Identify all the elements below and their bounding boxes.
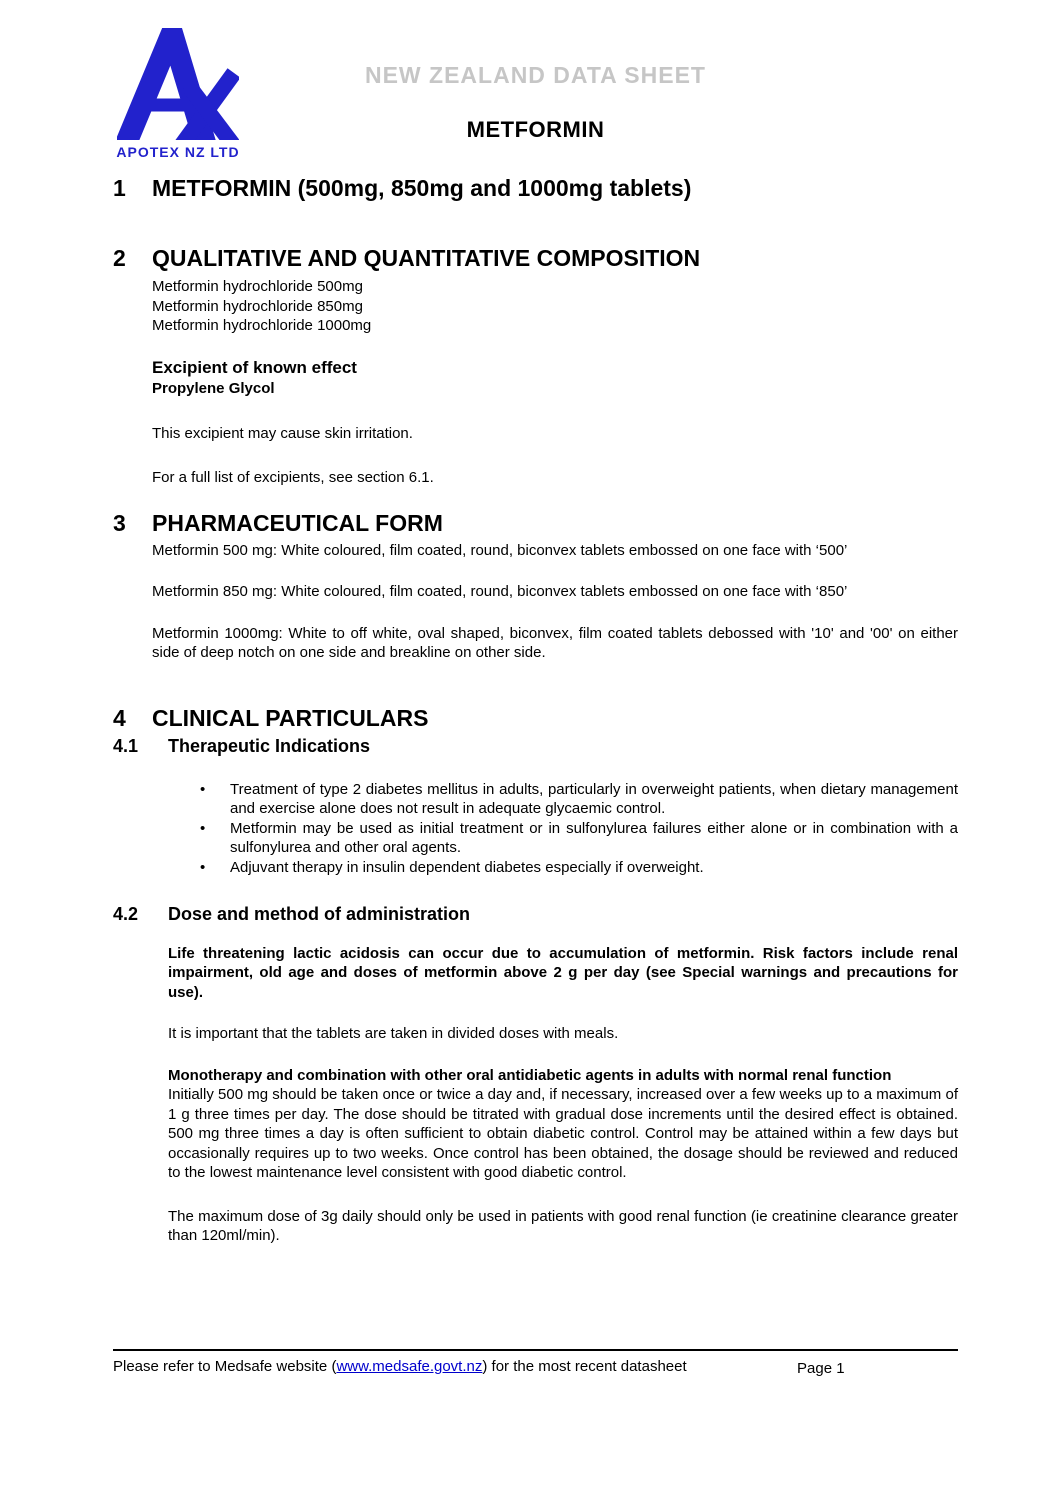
section-4-2-title: Dose and method of administration <box>168 904 471 925</box>
composition-list <box>152 277 958 336</box>
excipient-note: This excipient may cause skin irritation. <box>152 425 413 443</box>
section-1-title: METFORMIN (500mg, 850mg and 1000mg tablets) <box>152 175 692 201</box>
section-4-1-heading <box>113 735 958 758</box>
bullet-icon: • <box>200 780 206 798</box>
composition-line: Metformin hydrochloride 500mg <box>152 278 363 296</box>
section-4-heading <box>113 705 958 733</box>
pharmaceutical-form-paragraph: Metformin 1000mg: White to off white, oval shaped, biconvex, film coated tablets debossed with '10' and '00' on either side of deep notch on one side and breakline on other side. <box>152 624 958 662</box>
pharmaceutical-form-paragraph: Metformin 850 mg: White coloured, film coated, round, biconvex tablets embossed on one face with ‘850’ <box>152 583 848 601</box>
section-3-title: PHARMACEUTICAL FORM <box>152 510 443 537</box>
meals-note: It is important that the tablets are taken in divided doses with meals. <box>168 1025 619 1043</box>
lactic-acidosis-warning: Life threatening lactic acidosis can occur due to accumulation of metformin. Risk factors include renal impairment, old age and doses of metformin above 2 g per day (see Special warnings and precautions for use). <box>168 944 958 1001</box>
excipient-reference: For a full list of excipients, see section 6.1. <box>152 468 434 486</box>
bullet-text: Adjuvant therapy in insulin dependent diabetes especially if overweight. <box>230 858 704 876</box>
list-item <box>200 819 958 858</box>
apotex-company-name: APOTEX NZ LTD <box>116 144 240 160</box>
excipient-name: Propylene Glycol <box>152 379 275 397</box>
section-4-2-heading <box>113 903 958 926</box>
page-number: Page 1 <box>797 1360 845 1377</box>
excipient-heading: Excipient of known effect <box>152 357 357 377</box>
section-4-1-number: 4.1 <box>113 736 139 757</box>
monotherapy-block <box>168 1066 958 1183</box>
sheet-title: NEW ZEALAND DATA SHEET <box>364 62 706 88</box>
section-4-title: CLINICAL PARTICULARS <box>152 704 429 731</box>
max-dose-note: The maximum dose of 3g daily should only be used in patients with good renal function (ie creatinine clearance greater than 120ml/min). <box>168 1207 958 1245</box>
section-1-heading <box>113 175 958 203</box>
footer-text-before-link: Please refer to Medsafe website ( <box>113 1358 337 1375</box>
monotherapy-heading: Monotherapy and combination with other oral antidiabetic agents in adults with normal renal function <box>168 1066 892 1084</box>
section-3-heading <box>113 510 958 538</box>
section-4-2-number: 4.2 <box>113 904 139 925</box>
section-4-1-title: Therapeutic Indications <box>168 736 371 757</box>
medsafe-website-link[interactable]: www.medsafe.govt.nz <box>336 1358 483 1375</box>
therapeutic-indications-list <box>113 780 958 878</box>
section-2-number: 2 <box>113 244 126 271</box>
section-1-number: 1 <box>113 175 126 201</box>
bullet-text: Treatment of type 2 diabetes mellitus in adults, particularly in overweight patients, when dietary management and exercise alone does not result in adequate glycaemic control. <box>230 780 958 818</box>
list-item <box>200 858 958 878</box>
composition-line: Metformin hydrochloride 1000mg <box>152 317 372 335</box>
bullet-icon: • <box>200 819 206 837</box>
drug-title: METFORMIN <box>466 117 605 142</box>
excipient-block <box>152 357 958 399</box>
monotherapy-body: Initially 500 mg should be taken once or twice a day and, if necessary, increased over a few weeks up to a maximum of 1 g three times per day. The dose should be titrated with gradual dose increments until the desired effect is obtained. 500 mg three times a day is often sufficient to obtain diabetic control. Control may be attained within a few days but occasionally requires up to two weeks. Once control has been obtained, the dosage should be reviewed and reduced to the lowest maintenance level consistent with good diabetic control. <box>168 1086 958 1182</box>
apotex-logo <box>114 28 242 160</box>
section-2-heading <box>113 245 958 273</box>
section-3-number: 3 <box>113 510 126 537</box>
pharmaceutical-form-paragraph: Metformin 500 mg: White coloured, film coated, round, biconvex tablets embossed on one face with ‘500’ <box>152 541 848 559</box>
composition-line: Metformin hydrochloride 850mg <box>152 297 363 315</box>
apotex-logo-icon <box>117 28 239 140</box>
section-2-title: QUALITATIVE AND QUANTITATIVE COMPOSITION <box>152 244 701 271</box>
section-4-number: 4 <box>113 704 126 731</box>
bullet-icon: • <box>200 858 206 876</box>
page-footer <box>113 1349 958 1377</box>
list-item <box>200 780 958 819</box>
footer-text-after-link: ) for the most recent datasheet <box>482 1358 687 1375</box>
bullet-text: Metformin may be used as initial treatment or in sulfonylurea failures either alone or in combination with a sulfonylurea and other oral agents. <box>230 819 958 857</box>
